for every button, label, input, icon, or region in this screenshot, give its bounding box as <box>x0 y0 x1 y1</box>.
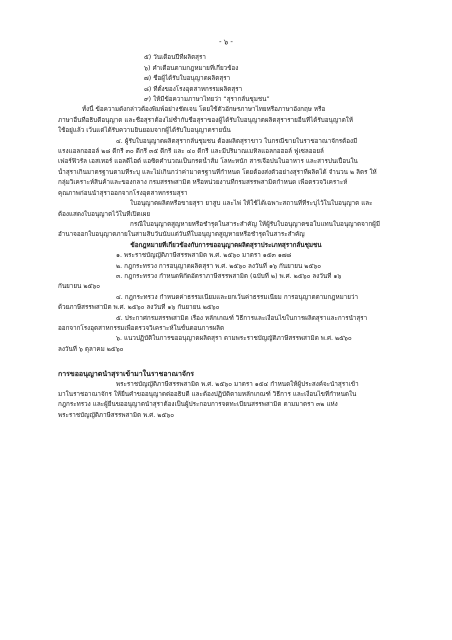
page-number: - ๖ - <box>219 38 233 46</box>
paragraph-line: ๔. ผู้รับใบอนุญาตผลิตสุรากลั่นชุมชน ต้องผลิตสุราขาว ในกรณีขายในราชอาณาจักรต้องมี <box>116 137 358 145</box>
paragraph-line: คุณภาพก่อนนำสุราออกจากโรงอุตสาหกรรมสุรา <box>58 189 188 197</box>
paragraph-line: กลุ่มวิเคราะห์สินค้าและของกลาง กรมสรรพสามิต หรือหน่วยงานที่กรมสรรพสามิตกำหนด เพื่อตรวจวิเคราะห์ <box>58 179 348 187</box>
law-list <box>58 251 394 355</box>
paragraph-line: ใบอนุญาตผลิตหรือขายสุรา ยาสูบ และไพ่ ให้ใช้ได้เฉพาะสถานที่ที่ระบุไว้ในใบอนุญาต และ <box>130 200 373 208</box>
law-item-continuation: ด้วยภาษีสรรพสามิต พ.ศ. ๒๕๖๐ ลงวันที่ ๑๖ กันยายน ๒๕๖๐ <box>58 304 220 312</box>
paragraph-line: กรณีใบอนุญาตสูญหายหรือชำรุดในสาระสำคัญ ให้ผู้รับใบอนุญาตขอใบแทนใบอนุญาตจากผู้มี <box>130 220 380 228</box>
list-item: ๙) ให้มีข้อความภาษาไทยว่า “สุรากลั่นชุมชน” <box>144 96 270 104</box>
paragraph-line: แรงแอลกอฮอล์ ๒๘ ดีกรี ๓๐ ดีกรี ๓๕ ดีกรี และ ๔๐ ดีกรี และมีปริมาณเมทิลแอลกอฮอล์ ฟูเซลออยล์ <box>58 148 324 156</box>
paragraph-label-text <box>58 105 394 136</box>
law-item: ๔. กฎกระทรวง กำหนดค่าธรรมเนียมและยกเว้นค่าธรรมเนียม การอนุญาตตามกฎหมายว่า <box>116 293 359 301</box>
paragraph-license-replacement <box>58 220 394 241</box>
paragraph-line: ทั้งนี้ ข้อความดังกล่าวต้องพิมพ์อย่างชัดเจน โดยใช้ตัวอักษรภาษาไทยหรือภาษาอังกฤษ หรือ <box>82 106 326 114</box>
paragraph-line: พระราชบัญญัติภาษีสรรพสามิต พ.ศ. ๒๕๖๐ มาตรา ๑๕๔ กำหนดให้ผู้ประสงค์จะนำสุราเข้า <box>116 380 359 388</box>
list-item: ๕) วันเดือนปีที่ผลิตสุรา <box>144 54 206 62</box>
paragraph-line: น้ำสุราเกินมาตรฐานตามที่ระบุ และไม่เกินกว่าค่ามาตรฐานที่กำหนด โดยต้องส่งตัวอย่างสุราที่ผลิตได้ จำนวน ๒ ลิตร ให้ <box>58 168 377 176</box>
label-items-list <box>58 53 394 105</box>
list-item: ๘) ที่ตั้งของโรงอุตสาหกรรมผลิตสุรา <box>144 85 243 93</box>
paragraph-line: อำนาจออกใบอนุญาตภายในสามสิบวันนับแต่วันที่ใบอนุญาตสูญหายหรือชำรุดในสาระสำคัญ <box>58 231 305 239</box>
law-item: ๒. กฎกระทรวง การอนุญาตผลิตสุรา พ.ศ. ๒๕๖๐ ลงวันที่ ๑๖ กันยายน ๒๕๖๐ <box>116 262 322 270</box>
paragraph-line: พระราชบัญญัติภาษีสรรพสามิต พ.ศ. ๒๕๖๐ <box>58 411 175 419</box>
law-item-continuation: กันยายน ๒๕๖๐ <box>58 283 101 291</box>
paragraph-line: ต้องแสดงใบอนุญาตไว้ในที่เปิดเผย <box>58 210 151 218</box>
paragraph-quality-standard <box>58 137 394 199</box>
law-item-continuation: ลงวันที่ ๖ ตุลาคม ๒๕๖๐ <box>58 345 124 353</box>
law-item: ๓. กฎกระทรวง กำหนดพิกัดอัตราภาษีสรรพสามิต (ฉบับที่ ๒) พ.ศ. ๒๕๖๐ ลงวันที่ ๑๖ <box>116 272 342 280</box>
law-item-continuation: ออกจากโรงอุตสาหกรรมเพื่อตรวจวิเคราะห์ในขั้นตอนการผลิต <box>58 324 225 332</box>
paragraph-line: ใช้อยู่แล้ว เว้นแต่ได้รับความยินยอมจากผู้ได้รับใบอนุญาตรายนั้น <box>58 127 231 135</box>
law-heading: ข้อกฎหมายที่เกี่ยวข้องกับการขออนุญาตผลิตสุราประเภทสุรากลั่นชุมชน <box>130 241 322 249</box>
paragraph-line: ภาษาอื่นที่อธิบดีอนุญาต และชื่อสุราต้องไม่ซ้ำกับชื่อสุราของผู้ได้รับใบอนุญาตผลิตสุรารายอื่นที่ได้รับอนุญาตให้ <box>58 116 354 124</box>
section-heading: การขออนุญาตนำสุราเข้ามาในราชอาณาจักร <box>58 370 194 379</box>
list-item: ๗) ชื่อผู้ได้รับใบอนุญาตผลิตสุรา <box>144 75 231 83</box>
paragraph-line: เฟอร์ฟิวรัล เอสเทอร์ แอลดีไฮด์ แอซิดคำนวณเป็นกรดน้ำส้ม โลหะหนัก สารเจือปนในอาหาร และสารปนเปื้อนใน <box>58 158 358 166</box>
law-item: ๖. แนวปฏิบัติในการขออนุญาตผลิตสุรา ตามพระราชบัญญัติภาษีสรรพสามิต พ.ศ. ๒๕๖๐ <box>116 335 352 343</box>
paragraph-license-display <box>58 199 394 220</box>
list-item: ๖) คำเตือนตามกฎหมายที่เกี่ยวข้อง <box>144 64 239 72</box>
paragraph-line: มาในราชอาณาจักร ให้ยื่นคำขออนุญาตต่ออธิบดี และต้องปฏิบัติตามหลักเกณฑ์ วิธีการ และเงื่อนไขที่กำหนดใน <box>58 391 357 398</box>
paragraph-import <box>58 380 394 422</box>
law-item: ๕. ประกาศกรมสรรพสามิต เรื่อง หลักเกณฑ์ วิธีการและเงื่อนไขในการผลิตสุราและการนำสุรา <box>116 314 368 322</box>
paragraph-line: กฎกระทรวง และผู้ยื่นขออนุญาตนำสุราต้องเป็นผู้ประกอบการจดทะเบียนสรรพสามิต ตามมาตรา ๓๒ แห่ง <box>58 401 338 409</box>
law-item: ๑. พระราชบัญญัติภาษีสรรพสามิต พ.ศ. ๒๕๖๐ มาตรา ๑๕๓ ๑๗๘ <box>116 252 292 260</box>
